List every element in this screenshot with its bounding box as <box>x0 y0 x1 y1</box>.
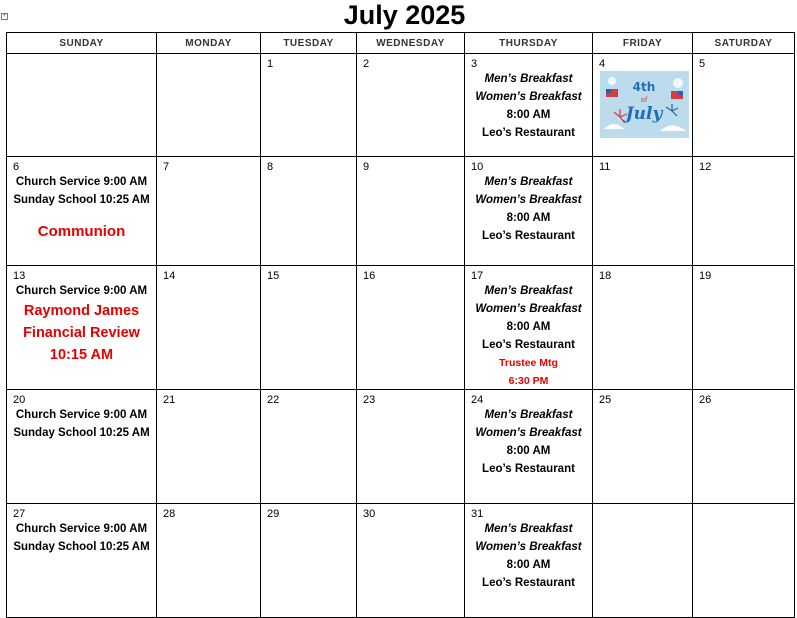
day-cell-31[interactable] <box>465 504 593 618</box>
event-text: Leo’s Restaurant <box>482 577 575 589</box>
event-text: Leo’s Restaurant <box>482 463 575 475</box>
event-list <box>465 173 592 245</box>
event-text: Church Service 9:00 AM <box>15 523 148 535</box>
day-cell-26[interactable] <box>693 390 795 504</box>
event-text: Trustee Mtg <box>499 357 558 369</box>
day-number: 6 <box>13 161 20 173</box>
day-number: 24 <box>471 394 484 406</box>
day-number: 28 <box>163 508 176 520</box>
event-text: Sunday School 10:25 AM <box>13 541 150 553</box>
weekday-header-wednesday: WEDNESDAY <box>357 33 465 54</box>
event-text: Women’s Breakfast <box>475 427 582 439</box>
day-number: 25 <box>599 394 612 406</box>
day-cell-22[interactable] <box>261 390 357 504</box>
day-cell-17[interactable] <box>465 266 593 390</box>
day-number: 23 <box>363 394 376 406</box>
week-row <box>7 390 795 504</box>
event-text: 8:00 AM <box>506 559 551 571</box>
event-list <box>465 520 592 592</box>
event-list <box>465 406 592 478</box>
week-row <box>7 54 795 157</box>
empty-day-cell[interactable] <box>593 504 693 618</box>
day-number: 9 <box>363 161 370 173</box>
day-number: 11 <box>599 161 611 173</box>
day-cell-14[interactable] <box>157 266 261 390</box>
day-number: 31 <box>471 508 484 520</box>
fourth-of-july-image <box>600 71 689 138</box>
weekday-header-thursday: THURSDAY <box>465 33 593 54</box>
event-text: Sunday School 10:25 AM <box>13 194 150 206</box>
event-list <box>465 70 592 142</box>
svg-text:July: July <box>625 104 663 124</box>
event-text: 8:00 AM <box>506 212 551 224</box>
event-text: Church Service 9:00 AM <box>15 285 148 297</box>
event-text: 6:30 PM <box>508 375 549 387</box>
day-cell-5[interactable] <box>693 54 795 157</box>
day-cell-7[interactable] <box>157 157 261 266</box>
week-row <box>7 504 795 618</box>
page-title: July 2025 <box>343 0 466 30</box>
day-cell-2[interactable] <box>357 54 465 157</box>
day-cell-9[interactable] <box>357 157 465 266</box>
event-list <box>7 406 156 442</box>
event-text: Raymond James <box>23 303 140 319</box>
empty-day-cell[interactable] <box>7 54 157 157</box>
day-number: 14 <box>163 270 176 282</box>
event-text: Financial Review <box>23 325 140 341</box>
event-text: 8:00 AM <box>506 109 551 121</box>
day-number: 12 <box>699 161 712 173</box>
day-cell-24[interactable] <box>465 390 593 504</box>
day-cell-20[interactable] <box>7 390 157 504</box>
empty-day-cell[interactable] <box>693 504 795 618</box>
day-cell-6[interactable] <box>7 157 157 266</box>
day-cell-23[interactable] <box>357 390 465 504</box>
svg-text:of: of <box>640 96 648 104</box>
day-cell-15[interactable] <box>261 266 357 390</box>
day-cell-8[interactable] <box>261 157 357 266</box>
day-cell-21[interactable] <box>157 390 261 504</box>
weekday-header-sunday: SUNDAY <box>7 33 157 54</box>
day-cell-30[interactable] <box>357 504 465 618</box>
day-cell-18[interactable] <box>593 266 693 390</box>
event-text: Women’s Breakfast <box>475 194 582 206</box>
event-text: Church Service 9:00 AM <box>15 409 148 421</box>
day-cell-10[interactable] <box>465 157 593 266</box>
event-list <box>7 520 156 556</box>
day-cell-27[interactable] <box>7 504 157 618</box>
day-number: 29 <box>267 508 280 520</box>
day-number: 30 <box>363 508 376 520</box>
day-number: 5 <box>699 58 706 70</box>
weekday-header-tuesday: TUESDAY <box>261 33 357 54</box>
day-number: 17 <box>471 270 484 282</box>
event-list <box>465 282 592 390</box>
day-number: 26 <box>699 394 712 406</box>
day-number: 13 <box>13 270 26 282</box>
event-text: Women’s Breakfast <box>475 303 582 315</box>
day-number: 10 <box>471 161 484 173</box>
week-row <box>7 266 795 390</box>
event-text: Men’s Breakfast <box>484 176 573 188</box>
day-number: 3 <box>471 58 478 70</box>
weekday-header-saturday: SATURDAY <box>693 33 795 54</box>
event-text: Sunday School 10:25 AM <box>13 427 150 439</box>
week-row <box>7 157 795 266</box>
empty-day-cell[interactable] <box>157 54 261 157</box>
day-number: 1 <box>267 58 274 70</box>
day-cell-29[interactable] <box>261 504 357 618</box>
day-cell-4[interactable] <box>593 54 693 157</box>
day-number: 27 <box>13 508 26 520</box>
event-text: 8:00 AM <box>506 321 551 333</box>
event-text: Men’s Breakfast <box>484 409 573 421</box>
svg-text:4th: 4th <box>632 80 656 94</box>
event-text: Women’s Breakfast <box>475 91 582 103</box>
day-number: 21 <box>163 394 176 406</box>
day-number: 22 <box>267 394 280 406</box>
calendar-grid <box>6 32 795 618</box>
day-cell-3[interactable] <box>465 54 593 157</box>
day-cell-28[interactable] <box>157 504 261 618</box>
day-number: 7 <box>163 161 170 173</box>
event-text: 8:00 AM <box>506 445 551 457</box>
day-number: 15 <box>267 270 280 282</box>
event-text: Men’s Breakfast <box>484 73 573 85</box>
day-number: 8 <box>267 161 274 173</box>
event-text: Leo’s Restaurant <box>482 127 575 139</box>
event-list <box>7 173 156 242</box>
event-text: Leo’s Restaurant <box>482 230 575 242</box>
day-cell-12[interactable] <box>693 157 795 266</box>
event-text: 10:15 AM <box>49 347 114 363</box>
day-number: 20 <box>13 394 26 406</box>
weekday-header-friday: FRIDAY <box>593 33 693 54</box>
day-number: 4 <box>599 58 606 70</box>
day-number: 2 <box>363 58 370 70</box>
day-cell-11[interactable] <box>593 157 693 266</box>
event-text: Church Service 9:00 AM <box>15 176 148 188</box>
day-cell-19[interactable] <box>693 266 795 390</box>
day-number: 16 <box>363 270 376 282</box>
day-cell-16[interactable] <box>357 266 465 390</box>
day-cell-25[interactable] <box>593 390 693 504</box>
event-text: Communion <box>37 223 126 240</box>
event-list <box>7 282 156 366</box>
table-move-handle[interactable]: + <box>2 13 7 19</box>
event-text: Leo’s Restaurant <box>482 339 575 351</box>
event-text: Men’s Breakfast <box>484 523 573 535</box>
weekday-header-row <box>7 33 795 54</box>
event-text: Men’s Breakfast <box>484 285 573 297</box>
day-number: 19 <box>699 270 712 282</box>
day-cell-1[interactable] <box>261 54 357 157</box>
day-cell-13[interactable] <box>7 266 157 390</box>
event-text: Women’s Breakfast <box>475 541 582 553</box>
weekday-header-monday: MONDAY <box>157 33 261 54</box>
day-number: 18 <box>599 270 612 282</box>
